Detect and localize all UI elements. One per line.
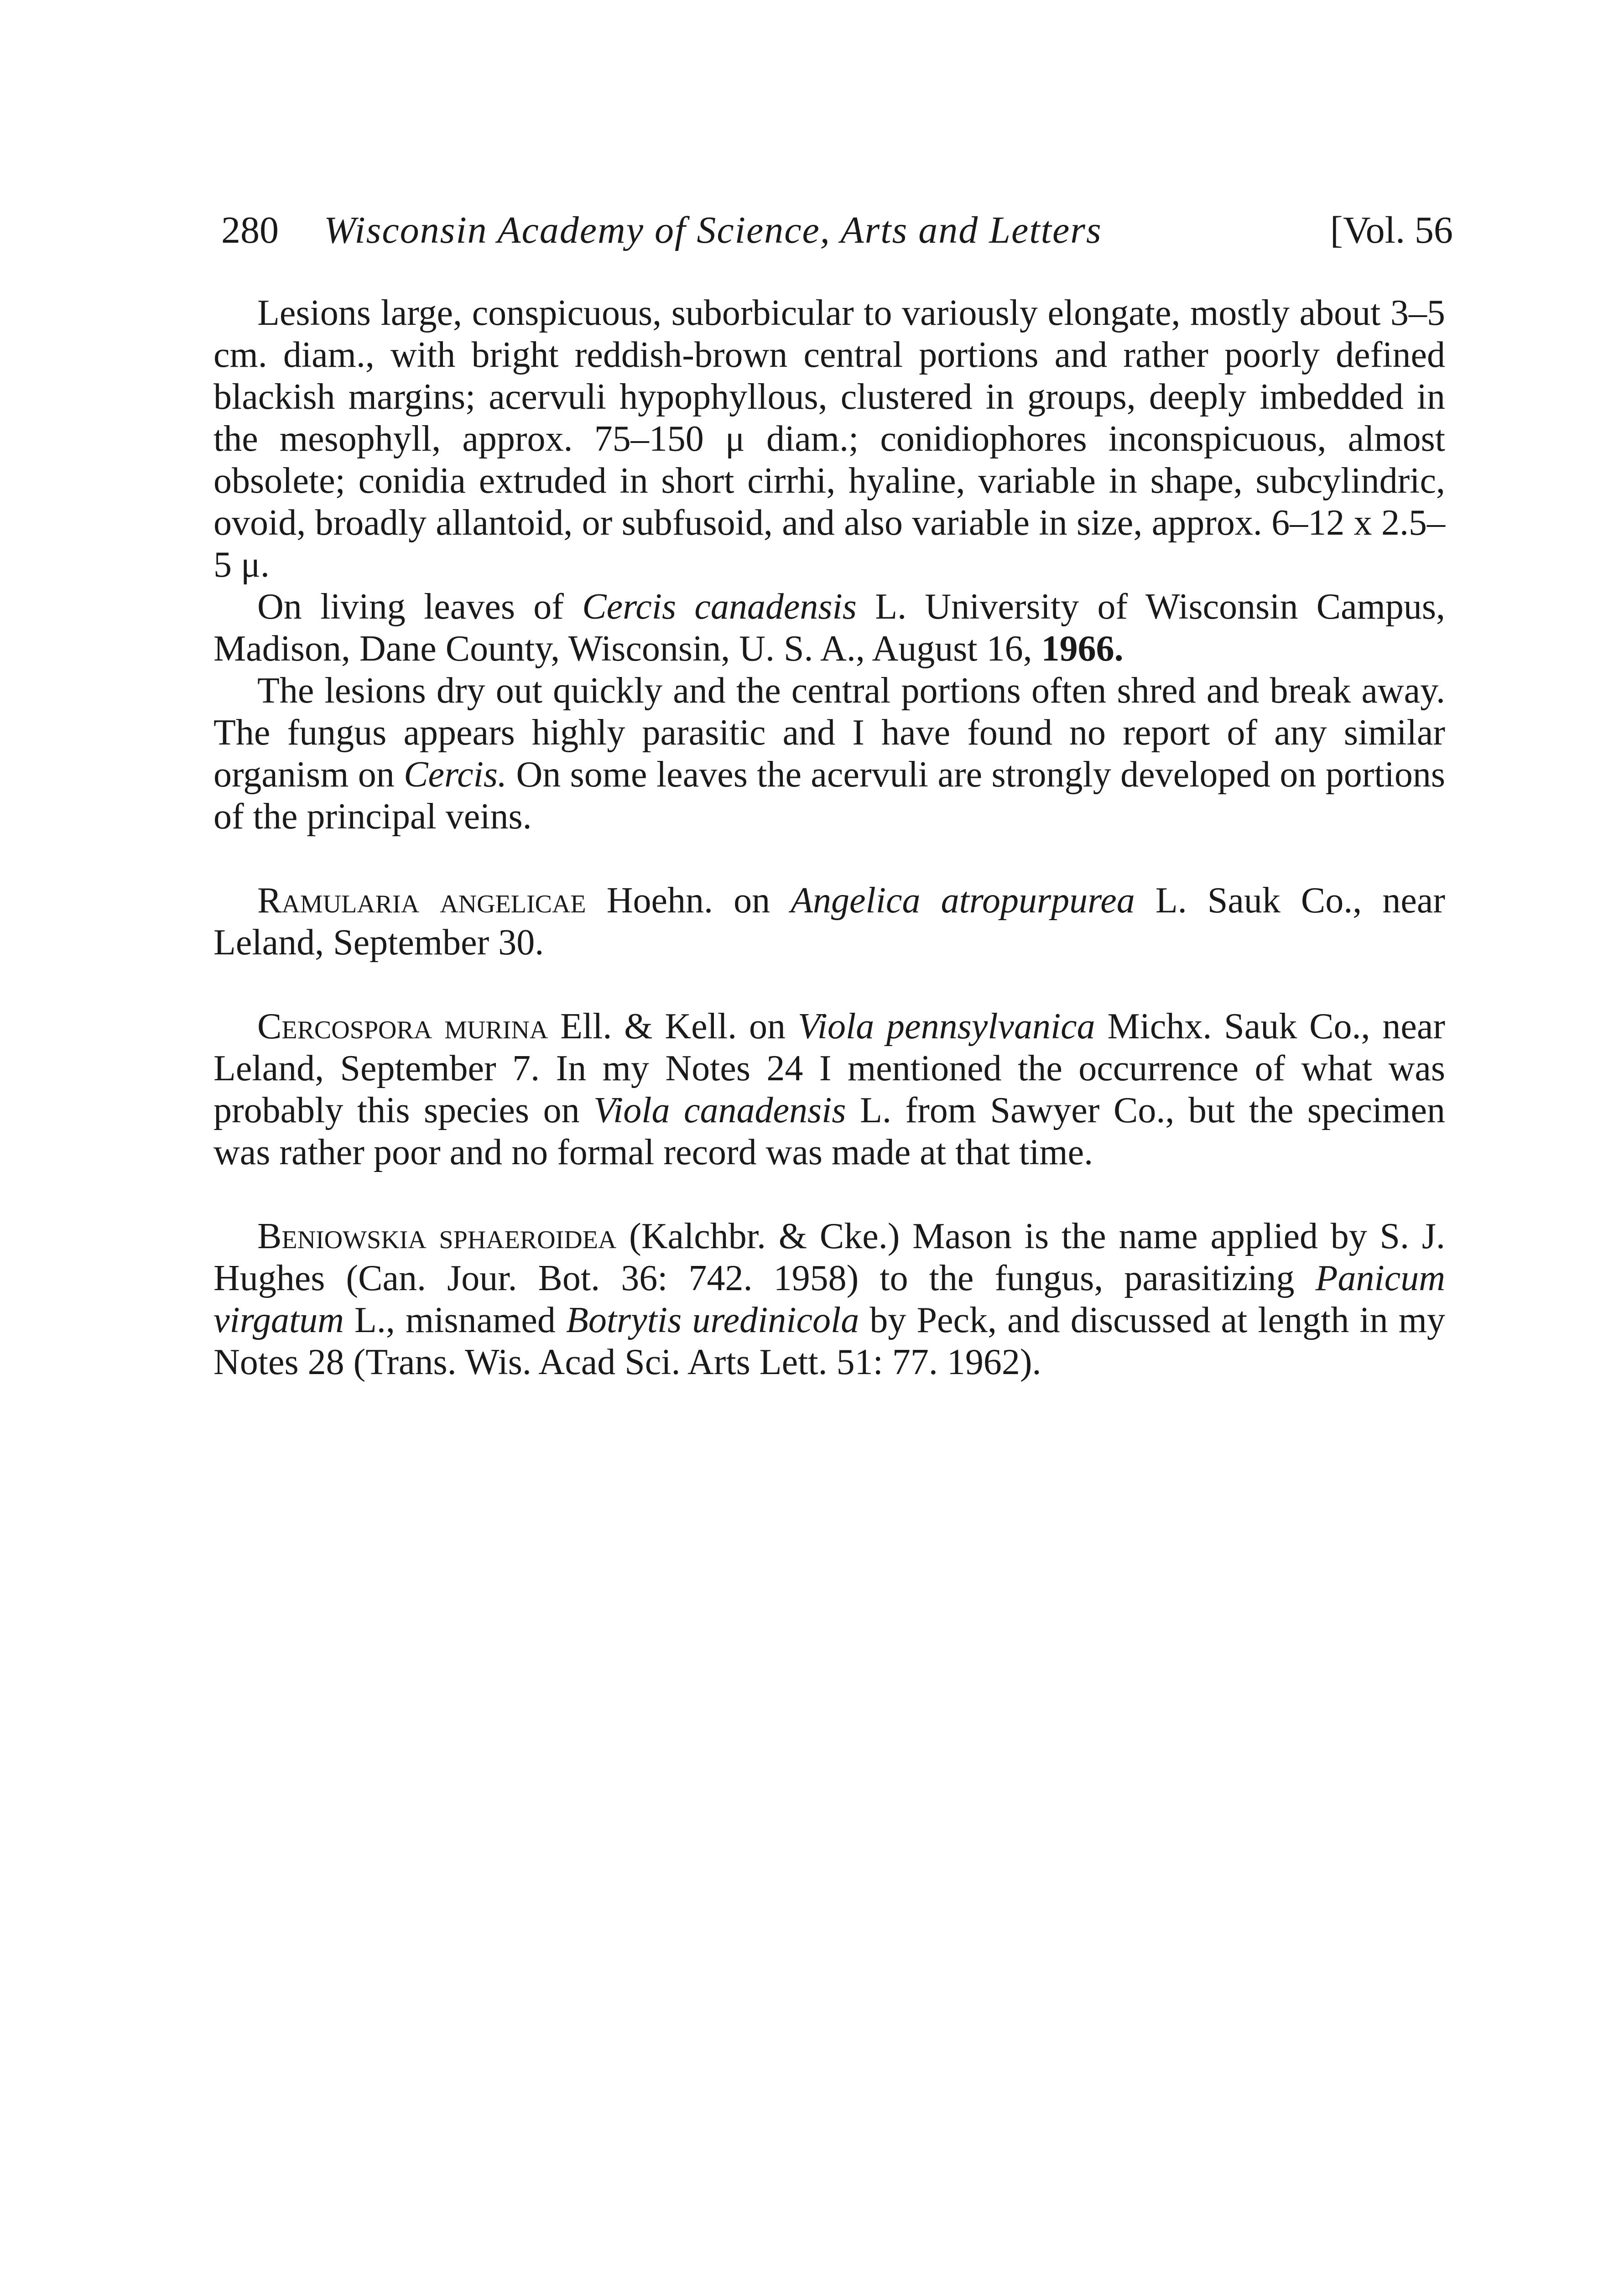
species-description bbox=[213, 292, 1445, 586]
entry-host: Viola pennsylvanica bbox=[797, 1006, 1095, 1047]
remarks-paragraph bbox=[213, 670, 1445, 838]
volume-label: [Vol. 56 bbox=[1330, 209, 1453, 251]
page-number: 280 bbox=[221, 209, 279, 251]
entry-species-name: Ramularia angelicae bbox=[257, 880, 586, 921]
remarks-part1: The lesions dry out quickly and the central portions often shred and break away. The fungus appears highly parasitic and I have found no report of any similar organism on bbox=[213, 671, 1445, 795]
entry-locality: L., misnamed bbox=[344, 1300, 566, 1340]
entry-author: (Kalchbr. & Cke.) Mason is the name applied by S. J. Hughes (Can. Jour. Bot. 36: 742. 1958) to the fungus, parasitizing bbox=[213, 1216, 1445, 1298]
running-head bbox=[221, 205, 1453, 255]
collection-year: 1966. bbox=[1041, 629, 1124, 669]
entry-ramularia bbox=[213, 880, 1445, 963]
entry-species-name: Cercospora murina bbox=[257, 1006, 548, 1047]
remarks-genus: Cercis. bbox=[404, 755, 507, 795]
collection-record bbox=[213, 586, 1445, 670]
remarks-part2: On some leaves the acervuli are strongly developed on portions of the principal veins. bbox=[213, 755, 1445, 837]
entry-cercospora bbox=[213, 1005, 1445, 1173]
description-text: Lesions large, conspicuous, suborbicular to variously elongate, mostly about 3–5 cm. diam., with bright reddish-brown central portions and rather poorly defined blackish margins; acervuli hypophyllous, clustered in groups, deeply imbedded in the mesophyll, approx. 75–150 μ diam.; conidiophores inconspicuous, almost obsolete; conidia extruded in short cirrhi, hyaline, variable in shape, subcylindric, ovoid, broadly allantoid, or subfusoid, and also variable in size, approx. 6–12 x 2.5–5 μ. bbox=[213, 293, 1445, 585]
entry-species-name: Beniowskia sphaeroidea bbox=[257, 1216, 617, 1256]
entry-locality: Michx. Sauk Co., near Leland, September 7. In my Notes 24 I mentioned the occurrence of what was probably this species on bbox=[213, 1006, 1446, 1130]
entry-locality: L. Sauk Co., near Leland, September 30. bbox=[213, 880, 1446, 963]
entry-host: Angelica atropurpurea bbox=[791, 880, 1135, 921]
entry-misnamed-species: Botrytis uredinicola bbox=[566, 1300, 859, 1340]
collection-prefix: On living leaves of bbox=[257, 587, 583, 627]
collection-details: L. University of Wisconsin Campus, Madison, Dane County, Wisconsin, U. S. A., August 16, bbox=[213, 587, 1445, 669]
entry-author: Hoehn. on bbox=[586, 880, 791, 921]
entry-host: Panicum virgatum bbox=[213, 1258, 1445, 1340]
entry-note: L. from Sawyer Co., but the specimen was rather poor and no formal record was made at that time. bbox=[213, 1090, 1446, 1172]
collection-host: Cercis canadensis bbox=[582, 587, 857, 627]
entry-note: by Peck, and discussed at length in my Notes 28 (Trans. Wis. Acad Sci. Arts Lett. 51: 77. 1962). bbox=[213, 1300, 1445, 1382]
article-body bbox=[213, 292, 1445, 1383]
entry-beniowskia bbox=[213, 1215, 1445, 1383]
entry-author: Ell. & Kell. on bbox=[548, 1006, 798, 1047]
entry-host-secondary: Viola canadensis bbox=[593, 1090, 846, 1130]
journal-title: Wisconsin Academy of Science, Arts and Letters bbox=[324, 209, 1102, 251]
